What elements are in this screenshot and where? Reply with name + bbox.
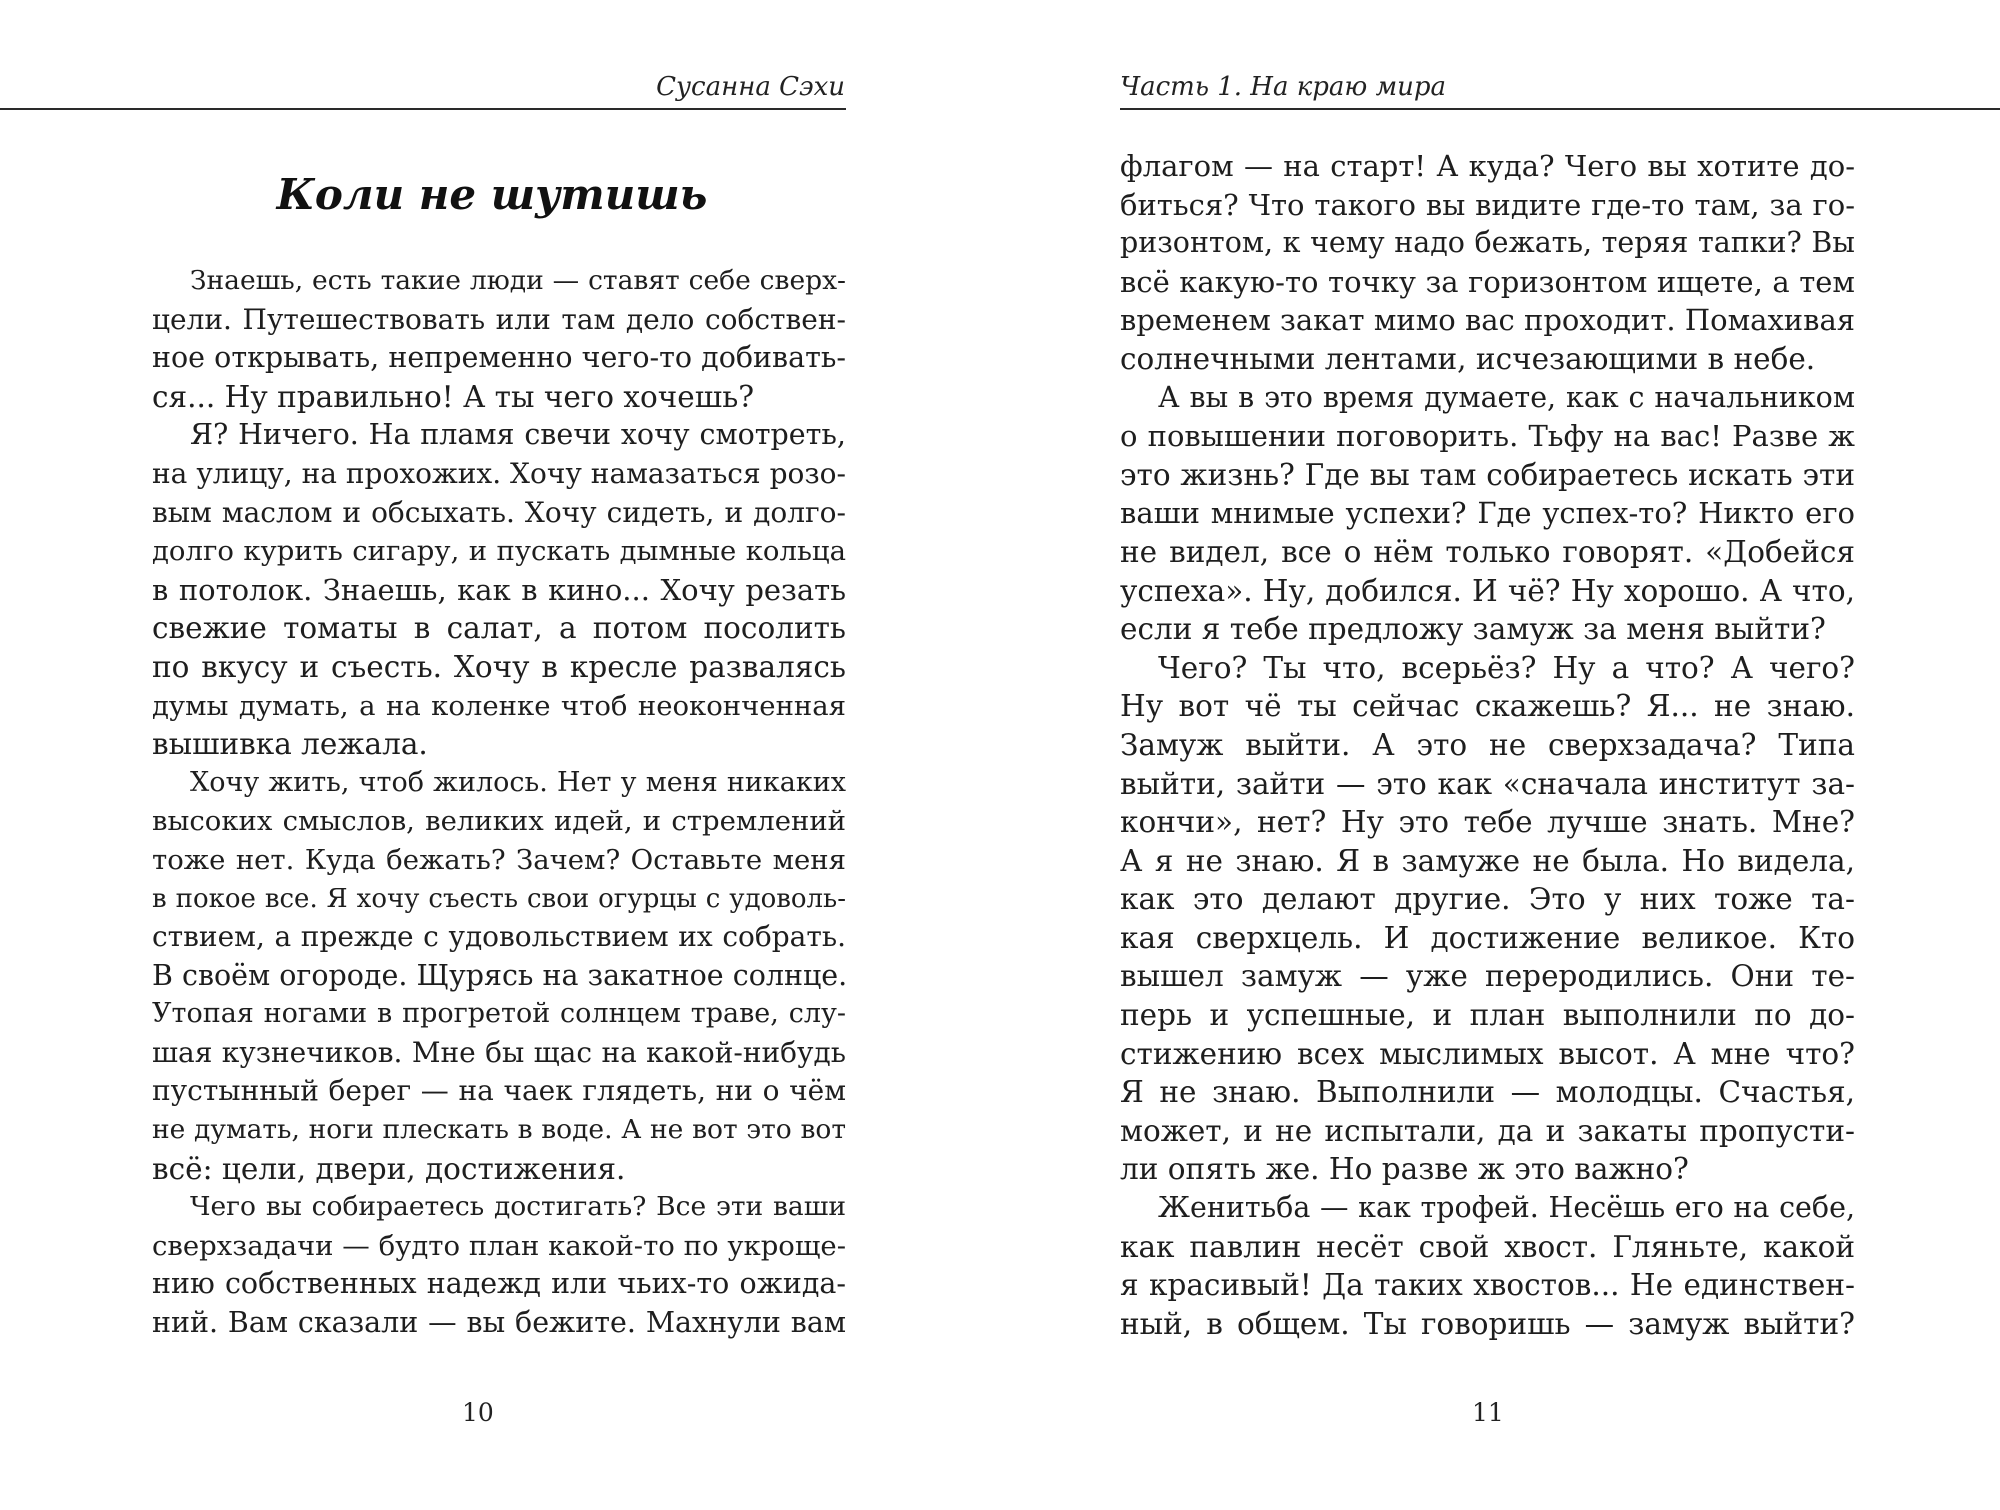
right-page (1000, 0, 2000, 1510)
text-line: Знаешь, есть такие люди — ставят себе сверх- (190, 265, 846, 296)
text-line: ризонтом, к чему надо бежать, теряя тапки? Вы (1120, 226, 1855, 260)
page-number: 10 (462, 1398, 494, 1427)
text-line: А вы в это время думаете, как с начальником (1158, 380, 1855, 414)
text-line: кончи», нет? Ну это тебе лучше знать. Мне? (1120, 805, 1855, 840)
text-line: А я не знаю. Я в замуже не была. Но видела, (1120, 843, 1855, 878)
text-line: шая кузнечиков. Мне бы щас на какой-нибудь (152, 1035, 846, 1069)
text-line: Я? Ничего. На пламя свечи хочу смотреть, (190, 418, 846, 452)
text-line: вышел замуж — уже переродились. Они те- (1120, 959, 1855, 994)
text-line: высоких смыслов, великих идей, и стремлений (152, 805, 846, 838)
text-line: в покое все. Я хочу съесть свои огурцы с удоволь- (152, 883, 846, 914)
text-line: ний. Вам сказали — вы бежите. Махнули вам (152, 1306, 846, 1340)
text-line: не видел, все о нём только говорят. «Добейся (1120, 534, 1855, 569)
text-line: В своём огороде. Щурясь на закатное солнце. (152, 958, 848, 992)
text-line: нию собственных надежд или чьих-то ожида- (152, 1267, 846, 1301)
text-line: тоже нет. Куда бежать? Зачем? Оставьте меня (152, 843, 846, 876)
text-line: в потолок. Знаешь, как в кино... Хочу резать (152, 572, 846, 607)
text-line: Утопая ногами в прогретой солнцем траве, слу- (152, 998, 846, 1030)
text-line: вым маслом и обсыхать. Хочу сидеть, и долго- (152, 495, 846, 529)
text-line: биться? Что такого вы видите где-то там, за го- (1120, 187, 1855, 222)
page-number: 11 (1472, 1398, 1504, 1427)
text-line: пустынный берег — на чаек глядеть, ни о чём (152, 1074, 846, 1108)
text-line: я красивый! Да таких хвостов... Не единствен- (1120, 1268, 1855, 1303)
text-line: сверхзадачи — будто план какой-то по укроще- (152, 1229, 846, 1262)
text-line: Чего? Ты что, всерьёз? Ну а что? А чего? (1158, 650, 1855, 685)
text-line: Ну вот чё ты сейчас скажешь? Я... не знаю. (1120, 689, 1855, 724)
body-text (152, 262, 846, 1343)
text-line: успеха». Ну, добился. И чё? Ну хорошо. А что, (1120, 573, 1855, 608)
text-line: ный, в общем. Ты говоришь — замуж выйти? (1120, 1306, 1855, 1341)
text-line: цели. Путешествовать или там дело собствен- (152, 302, 846, 336)
text-line: не думать, ноги плескать в воде. А не вот это вот (152, 1114, 846, 1146)
text-line: Я не знаю. Выполнили — молодцы. Счастья, (1120, 1075, 1855, 1110)
running-header-part: Часть 1. На краю мира (1120, 72, 1447, 102)
header-rule (1120, 108, 2000, 110)
text-line: может, и не испытали, да и закаты пропусти- (1120, 1113, 1855, 1148)
text-line: стижению всех мыслимых высот. А мне что? (1120, 1036, 1855, 1071)
text-line: это жизнь? Где вы там собираетесь искать эти (1120, 457, 1855, 492)
text-line: если я тебе предложу замуж за меня выйти? (1120, 612, 1826, 647)
text-line: ствием, а прежде с удовольствием их собрать. (152, 920, 846, 954)
text-line: на улицу, на прохожих. Хочу намазаться розо- (152, 456, 846, 490)
text-line: по вкусу и съесть. Хочу в кресле развалясь (152, 649, 846, 684)
text-line: как это делают другие. Это у них тоже та- (1120, 882, 1855, 917)
text-line: ваши мнимые успехи? Где успех-то? Никто его (1120, 496, 1855, 531)
running-header-author: Сусанна Сэхи (656, 72, 845, 102)
body-text (1120, 147, 1855, 1343)
text-line: Замуж выйти. А это не сверхзадача? Типа (1120, 727, 1855, 762)
text-line: думы думать, а на коленке чтоб неоконченная (152, 689, 846, 722)
text-line: солнечными лентами, исчезающими в небе. (1120, 341, 1816, 376)
text-line: ли опять же. Но разве ж это важно? (1120, 1152, 1689, 1187)
text-line: Чего вы собираетесь достигать? Все эти ваши (190, 1191, 846, 1223)
text-line: перь и успешные, и план выполнили по до- (1120, 998, 1855, 1033)
text-line: ся... Ну правильно! А ты чего хочешь? (152, 379, 755, 414)
text-line: флагом — на старт! А куда? Чего вы хотите до- (1120, 149, 1855, 183)
text-line: всё какую-то точку за горизонтом ищете, а тем (1120, 264, 1855, 299)
text-line: вышивка лежала. (152, 727, 428, 762)
text-line: ное открывать, непременно чего-то добивать- (152, 341, 846, 375)
text-line: выйти, зайти — это как «сначала институт за- (1120, 766, 1855, 801)
header-rule (0, 108, 846, 110)
chapter-title: Коли не шутишь (276, 170, 708, 219)
text-line: временем закат мимо вас проходит. Помахивая (1120, 303, 1856, 338)
text-line: свежие томаты в салат, а потом посолить (152, 611, 846, 646)
text-line: долго курить сигару, и пускать дымные кольца (152, 535, 846, 568)
text-line: Хочу жить, чтоб жилось. Нет у меня никаких (190, 766, 846, 798)
text-line: о повышении поговорить. Тьфу на вас! Разве ж (1120, 419, 1855, 454)
text-line: всё: цели, двери, достижения. (152, 1151, 626, 1186)
text-line: как павлин несёт свой хвост. Гляньте, какой (1120, 1229, 1855, 1264)
text-line: Женитьба — как трофей. Несёшь его на себе, (1158, 1191, 1855, 1225)
text-line: кая сверхцель. И достижение великое. Кто (1120, 920, 1855, 955)
